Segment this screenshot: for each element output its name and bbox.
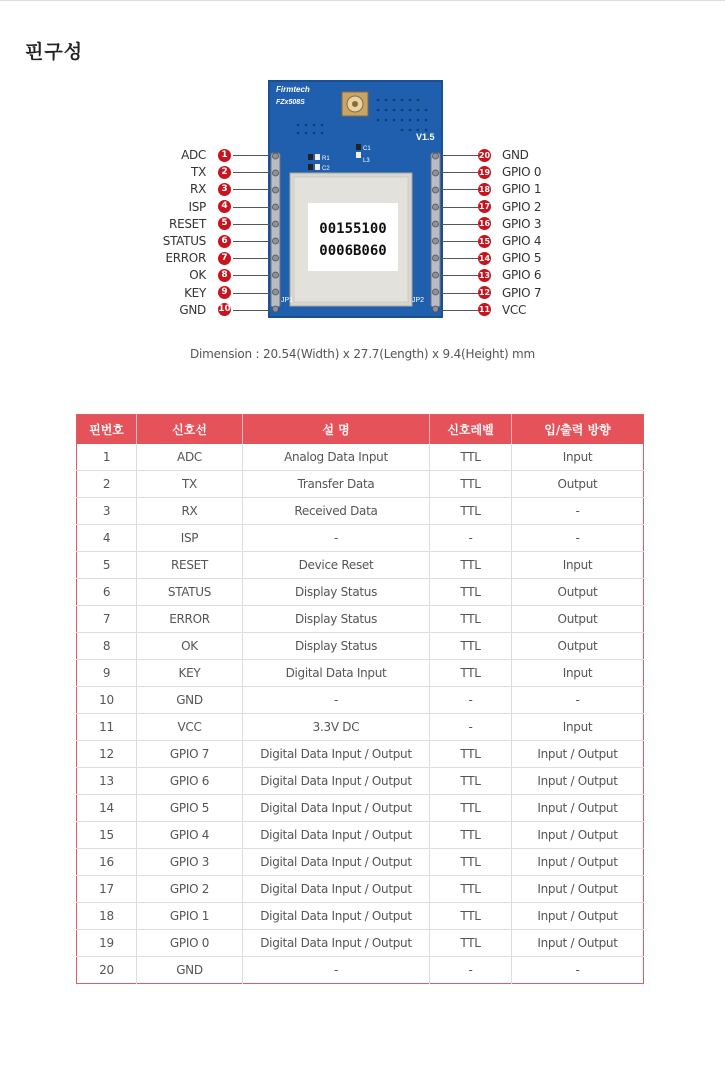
- pin-leader-line: [233, 241, 271, 242]
- cell-pin-number: 2: [77, 471, 137, 498]
- table-row: [77, 498, 644, 525]
- silk-c1: C1: [363, 146, 371, 152]
- pin-number-badge: 6: [218, 235, 231, 248]
- table-row: [77, 930, 644, 957]
- cell-pin-number: 6: [77, 579, 137, 606]
- pin-leader-line: [440, 172, 478, 173]
- cell-signal-level: TTL: [430, 768, 512, 795]
- pin-label-right: GPIO 2: [502, 199, 542, 214]
- cell-signal: GPIO 5: [137, 795, 243, 822]
- pin-leader-line: [233, 293, 271, 294]
- cell-io-direction: Input / Output: [512, 930, 644, 957]
- cell-signal-level: TTL: [430, 741, 512, 768]
- cell-signal: RESET: [137, 552, 243, 579]
- pin-leader-line: [440, 293, 478, 294]
- pin-table: [76, 414, 644, 984]
- pin-label-right: GPIO 6: [502, 268, 542, 283]
- cell-pin-number: 1: [77, 444, 137, 471]
- cell-signal-level: TTL: [430, 552, 512, 579]
- cell-signal-level: TTL: [430, 849, 512, 876]
- silk-l3: L3: [363, 158, 370, 164]
- cell-io-direction: Input: [512, 552, 644, 579]
- serial-line-2: 0006B060: [319, 243, 387, 259]
- table-row: [77, 471, 644, 498]
- header-description: 설 명: [243, 415, 430, 445]
- cell-signal-level: TTL: [430, 498, 512, 525]
- cell-signal: GND: [137, 687, 243, 714]
- table-row: [77, 741, 644, 768]
- cell-pin-number: 16: [77, 849, 137, 876]
- pin-label-right: GPIO 5: [502, 251, 542, 266]
- cell-pin-number: 5: [77, 552, 137, 579]
- pin-number-badge: 3: [218, 183, 231, 196]
- cell-signal-level: -: [430, 525, 512, 552]
- brand-label: Firmtech: [276, 85, 310, 94]
- cell-description: -: [243, 525, 430, 552]
- pin-label-left: STATUS: [162, 234, 206, 248]
- cell-pin-number: 20: [77, 957, 137, 984]
- cell-description: Display Status: [243, 606, 430, 633]
- cell-io-direction: Output: [512, 606, 644, 633]
- table-row: [77, 660, 644, 687]
- cell-pin-number: 4: [77, 525, 137, 552]
- pin-label-right: GND: [502, 148, 529, 162]
- top-divider: [0, 0, 725, 1]
- cell-signal-level: TTL: [430, 660, 512, 687]
- table-header-row: [77, 415, 644, 445]
- silk-r1: R1: [322, 156, 330, 162]
- cell-signal-level: TTL: [430, 930, 512, 957]
- pin-leader-line: [233, 224, 271, 225]
- pin-number-badge: 14: [478, 253, 491, 263]
- cell-signal: GPIO 0: [137, 930, 243, 957]
- cell-pin-number: 18: [77, 903, 137, 930]
- header-signal: 신호선: [137, 415, 243, 445]
- cell-io-direction: -: [575, 963, 580, 977]
- cell-description: Analog Data Input: [243, 444, 430, 471]
- header-pin-number: 핀번호: [77, 415, 137, 445]
- pin-label-right: GPIO 0: [502, 165, 542, 180]
- cell-pin-number: 7: [77, 606, 137, 633]
- table-row: [77, 795, 644, 822]
- pin-leader-line: [233, 258, 271, 259]
- pin-label-left: OK: [189, 268, 206, 283]
- pin-label-left: ERROR: [165, 251, 206, 266]
- cell-signal: TX: [137, 471, 243, 498]
- pin-label-right: GPIO 1: [502, 182, 542, 197]
- silk-jp2: JP2: [412, 297, 425, 304]
- pin-label-left: GND: [179, 302, 206, 317]
- cell-description: Digital Data Input / Output: [243, 930, 430, 957]
- cell-pin-number: 14: [77, 795, 137, 822]
- pin-leader-line: [233, 172, 271, 173]
- cell-signal: ISP: [137, 525, 243, 552]
- pin-number-badge: 12: [478, 288, 491, 298]
- cell-signal: GPIO 6: [137, 768, 243, 795]
- cell-io-direction: Input / Output: [512, 849, 644, 876]
- cell-io-direction: -: [512, 525, 644, 552]
- cell-signal-level: -: [430, 957, 512, 984]
- model-label: FZx508S: [276, 99, 305, 106]
- pin-number-badge: 16: [478, 219, 491, 229]
- table-row: [77, 903, 644, 930]
- pin-leader-line: [440, 207, 478, 208]
- cell-io-direction: Input: [512, 660, 644, 687]
- table-row: [77, 687, 644, 714]
- cell-io-direction: Input / Output: [512, 768, 644, 795]
- cell-signal-level: TTL: [430, 822, 512, 849]
- cell-pin-number: 9: [77, 660, 137, 687]
- cell-signal: GPIO 1: [137, 903, 243, 930]
- cell-description: -: [243, 687, 430, 714]
- cell-io-direction: Output: [512, 633, 644, 660]
- pin-leader-line: [440, 258, 478, 259]
- pin-leader-line: [440, 155, 478, 156]
- cell-io-direction: Input: [512, 714, 644, 741]
- pin-number-badge: 20: [478, 150, 491, 160]
- pin-label-right: GPIO 7: [502, 285, 542, 300]
- cell-signal-level: TTL: [430, 444, 512, 471]
- pin-leader-line: [233, 155, 271, 156]
- pin-label-right: VCC: [502, 302, 527, 317]
- cell-description: Digital Data Input: [243, 660, 430, 687]
- cell-signal: GND: [137, 957, 243, 984]
- cell-signal: GPIO 3: [137, 849, 243, 876]
- table-row: [77, 606, 644, 633]
- pin-number-badge: 11: [478, 305, 491, 315]
- pin-label-right: GPIO 4: [502, 234, 542, 248]
- module-board-image: [268, 80, 443, 318]
- cell-pin-number: 12: [77, 741, 137, 768]
- cell-description: Transfer Data: [243, 471, 430, 498]
- cell-signal: RX: [137, 498, 243, 525]
- cell-io-direction: Output: [512, 579, 644, 606]
- cell-description: 3.3V DC: [243, 714, 430, 741]
- pin-label-right: GPIO 3: [502, 216, 542, 231]
- cell-io-direction: Input / Output: [512, 741, 644, 768]
- pin-number-badge: 8: [218, 269, 231, 282]
- pin-leader-line: [440, 189, 478, 190]
- pin-number-badge: 15: [478, 236, 491, 246]
- cell-signal: GPIO 7: [137, 741, 243, 768]
- pin-number-badge: 17: [478, 202, 491, 212]
- cell-pin-number: 15: [77, 822, 137, 849]
- cell-description: Display Status: [243, 579, 430, 606]
- pin-label-left: ISP: [188, 199, 206, 214]
- pin-diagram: [0, 80, 725, 330]
- pin-number-badge: 18: [478, 184, 491, 194]
- cell-description: Digital Data Input / Output: [243, 741, 430, 768]
- cell-description: Digital Data Input / Output: [243, 903, 430, 930]
- pin-number-badge: 9: [218, 286, 231, 299]
- cell-description: Digital Data Input / Output: [243, 876, 430, 903]
- pin-leader-line: [233, 207, 271, 208]
- serial-line-1: 00155100: [319, 221, 387, 237]
- header-io-direction: 입/출력 방향: [512, 415, 644, 445]
- pin-label-left: TX: [191, 165, 206, 180]
- pin-number-badge: 13: [478, 270, 491, 280]
- cell-io-direction: -: [512, 687, 644, 714]
- cell-io-direction: Input / Output: [512, 795, 644, 822]
- pin-number-badge: 10: [218, 304, 231, 315]
- cell-description: Display Status: [243, 633, 430, 660]
- cell-signal-level: TTL: [430, 876, 512, 903]
- pin-leader-line: [233, 310, 271, 311]
- version-label: V1.5: [416, 132, 435, 142]
- cell-signal-level: -: [430, 714, 512, 741]
- cell-description: Digital Data Input / Output: [243, 849, 430, 876]
- table-row: [77, 768, 644, 795]
- cell-pin-number: 10: [77, 687, 137, 714]
- cell-description: -: [243, 957, 430, 984]
- cell-io-direction: -: [512, 498, 644, 525]
- header-signal-level: 신호레벨: [430, 415, 512, 445]
- cell-io-direction: Input: [512, 444, 644, 471]
- table-row: [77, 714, 644, 741]
- cell-signal: ADC: [137, 444, 243, 471]
- pin-leader-line: [440, 310, 478, 311]
- silk-jp1: JP1: [281, 297, 294, 304]
- pin-number-badge: 4: [218, 200, 231, 213]
- cell-pin-number: 17: [77, 876, 137, 903]
- table-row: [77, 525, 644, 552]
- pin-leader-line: [440, 241, 478, 242]
- cell-signal-level: -: [430, 687, 512, 714]
- page-title: 핀구성: [25, 41, 84, 63]
- cell-description: Device Reset: [243, 552, 430, 579]
- cell-signal-level: TTL: [430, 903, 512, 930]
- cell-description: Received Data: [243, 498, 430, 525]
- cell-signal: KEY: [137, 660, 243, 687]
- cell-signal: OK: [137, 633, 243, 660]
- table-row: [77, 579, 644, 606]
- table-row: [77, 876, 644, 903]
- cell-pin-number: 8: [77, 633, 137, 660]
- cell-description: Digital Data Input / Output: [243, 822, 430, 849]
- pin-leader-line: [440, 275, 478, 276]
- pin-number-badge: 7: [218, 252, 231, 265]
- pin-leader-line: [233, 189, 271, 190]
- cell-signal-level: TTL: [430, 606, 512, 633]
- cell-pin-number: 11: [77, 714, 137, 741]
- table-row: [77, 552, 644, 579]
- pin-number-badge: 19: [478, 167, 491, 177]
- cell-signal-level: TTL: [430, 579, 512, 606]
- cell-signal: STATUS: [137, 579, 243, 606]
- cell-signal-level: TTL: [430, 633, 512, 660]
- table-row: [77, 849, 644, 876]
- table-row: [77, 822, 644, 849]
- pin-number-badge: 5: [218, 217, 231, 230]
- pin-label-left: RESET: [169, 216, 206, 231]
- cell-pin-number: 13: [77, 768, 137, 795]
- pin-number-badge: 1: [218, 149, 231, 162]
- dimension-text: Dimension : 20.54(Width) x 27.7(Length) x 9.4(Height) mm: [189, 347, 536, 361]
- cell-description: Digital Data Input / Output: [243, 768, 430, 795]
- table-row: [77, 957, 644, 984]
- pin-leader-line: [440, 224, 478, 225]
- table-row: [77, 633, 644, 660]
- table-row: [77, 444, 644, 471]
- cell-pin-number: 3: [77, 498, 137, 525]
- cell-io-direction: Input / Output: [512, 822, 644, 849]
- cell-signal-level: TTL: [430, 795, 512, 822]
- cell-io-direction: Input / Output: [512, 903, 644, 930]
- pin-label-left: KEY: [184, 285, 206, 300]
- cell-io-direction: Input / Output: [512, 876, 644, 903]
- cell-io-direction: Output: [512, 471, 644, 498]
- cell-signal: ERROR: [137, 606, 243, 633]
- cell-signal: GPIO 4: [137, 822, 243, 849]
- pin-number-badge: 2: [218, 166, 231, 179]
- cell-signal: VCC: [137, 714, 243, 741]
- cell-description: Digital Data Input / Output: [243, 795, 430, 822]
- pin-label-left: RX: [190, 182, 206, 197]
- silk-c2: C2: [322, 166, 330, 172]
- pin-leader-line: [233, 275, 271, 276]
- cell-signal: GPIO 2: [137, 876, 243, 903]
- cell-pin-number: 19: [77, 930, 137, 957]
- pin-label-left: ADC: [181, 148, 206, 162]
- cell-signal-level: TTL: [430, 471, 512, 498]
